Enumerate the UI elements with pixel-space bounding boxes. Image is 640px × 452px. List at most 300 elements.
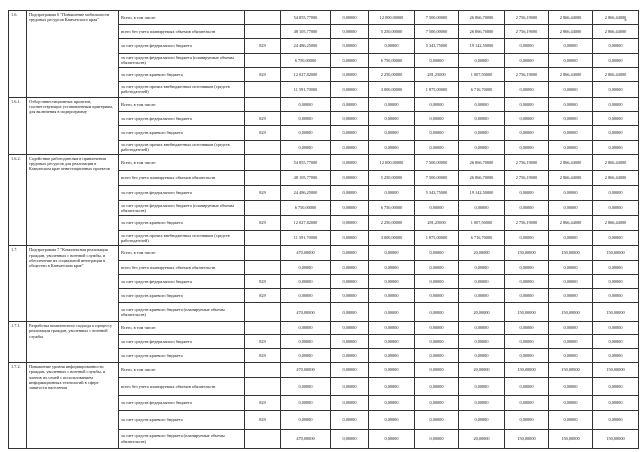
amount-cell: 5 343,75000 bbox=[415, 39, 459, 53]
amount-cell: 0,00000 bbox=[369, 260, 415, 274]
amount-cell: 0,00000 bbox=[415, 334, 459, 348]
amount-cell: 26 866,70000 bbox=[459, 154, 505, 170]
section-code: 1.7. bbox=[9, 246, 27, 322]
amount-cell: 2 866,44000 bbox=[593, 170, 639, 186]
amount-cell: 0,00000 bbox=[415, 97, 459, 111]
amount-cell: 0,00000 bbox=[415, 260, 459, 274]
amount-cell: 0,00000 bbox=[549, 260, 593, 274]
grbs-code: 829 bbox=[245, 112, 281, 126]
grbs-code bbox=[245, 246, 281, 260]
amount-cell: 0,00000 bbox=[549, 140, 593, 154]
grbs-code: 829 bbox=[245, 396, 281, 410]
amount-cell: 0,00000 bbox=[549, 289, 593, 303]
amount-cell: 0,00000 bbox=[505, 289, 549, 303]
amount-cell: 2 866,44000 bbox=[593, 67, 639, 81]
funding-source: всего без учета планируемых объемов обязательств bbox=[119, 377, 245, 396]
amount-cell: 0,00000 bbox=[549, 349, 593, 363]
amount-cell: 0,00000 bbox=[505, 410, 549, 429]
grbs-code: 829 bbox=[245, 289, 281, 303]
amount-cell: 150,00000 bbox=[505, 429, 549, 448]
amount-cell: 150,00000 bbox=[505, 246, 549, 260]
amount-cell: 0,00000 bbox=[593, 349, 639, 363]
amount-cell: 2 866,44000 bbox=[593, 154, 639, 170]
amount-cell: 2 756,19000 bbox=[505, 67, 549, 81]
amount-cell: 0,00000 bbox=[593, 39, 639, 53]
amount-cell: 0,00000 bbox=[505, 396, 549, 410]
amount-cell: 0,00000 bbox=[505, 322, 549, 335]
amount-cell: 0,00000 bbox=[415, 377, 459, 396]
amount-cell: 12 027,82000 bbox=[281, 67, 331, 81]
amount-cell: 0,00000 bbox=[331, 67, 369, 81]
amount-cell: 0,00000 bbox=[549, 274, 593, 288]
amount-cell: 470,00000 bbox=[281, 363, 331, 377]
amount-cell: 0,00000 bbox=[369, 429, 415, 448]
funding-source: за счет средств краевого бюджета bbox=[119, 216, 245, 230]
amount-cell: 0,00000 bbox=[331, 97, 369, 111]
grbs-code bbox=[245, 170, 281, 186]
amount-cell: 0,00000 bbox=[505, 126, 549, 140]
funding-source: за счет средств краевого бюджета bbox=[119, 67, 245, 81]
amount-cell: 0,00000 bbox=[593, 396, 639, 410]
amount-cell: 0,00000 bbox=[331, 322, 369, 335]
grbs-code: 829 bbox=[245, 186, 281, 200]
section-name: Содействие работодателям в привлечении трудовых ресурсов для реализации в Камчатском крае инвестиционных проектов bbox=[27, 154, 119, 246]
amount-cell: 0,00000 bbox=[593, 410, 639, 429]
amount-cell: 2 756,19000 bbox=[505, 216, 549, 230]
grbs-code: 829 bbox=[245, 216, 281, 230]
amount-cell: 0,00000 bbox=[331, 112, 369, 126]
amount-cell: 5 250,00000 bbox=[369, 25, 415, 39]
grbs-code bbox=[245, 82, 281, 98]
amount-cell: 0,00000 bbox=[593, 274, 639, 288]
amount-cell: 0,00000 bbox=[459, 410, 505, 429]
amount-cell: 0,00000 bbox=[369, 334, 415, 348]
amount-cell: 0,00000 bbox=[281, 396, 331, 410]
amount-cell: 0,00000 bbox=[369, 126, 415, 140]
section-name: Отбор инвестиционных проектов, соответствующих установленным критериям, для включения в подпрограмму bbox=[27, 97, 119, 154]
amount-cell: 0,00000 bbox=[331, 170, 369, 186]
amount-cell: 0,00000 bbox=[459, 112, 505, 126]
amount-cell: 0,00000 bbox=[369, 39, 415, 53]
amount-cell: 0,00000 bbox=[415, 246, 459, 260]
amount-cell: 0,00000 bbox=[459, 126, 505, 140]
section-code: 1.7.2. bbox=[9, 363, 27, 448]
amount-cell: 0,00000 bbox=[415, 140, 459, 154]
amount-cell: 0,00000 bbox=[281, 274, 331, 288]
amount-cell: 24 486,25000 bbox=[281, 186, 331, 200]
amount-cell: 0,00000 bbox=[593, 260, 639, 274]
amount-cell: 0,00000 bbox=[459, 274, 505, 288]
grbs-code: 829 bbox=[245, 39, 281, 53]
budget-table bbox=[8, 10, 639, 449]
funding-source: всего без учета планируемых объемов обязательств bbox=[119, 260, 245, 274]
amount-cell: 0,00000 bbox=[593, 112, 639, 126]
amount-cell: 7 500,00000 bbox=[415, 154, 459, 170]
amount-cell: 0,00000 bbox=[331, 260, 369, 274]
amount-cell: 0,00000 bbox=[549, 53, 593, 67]
amount-cell: 2 866,44000 bbox=[549, 154, 593, 170]
funding-source: за счет средств федерального бюджета bbox=[119, 39, 245, 53]
amount-cell: 0,00000 bbox=[505, 186, 549, 200]
grbs-code bbox=[245, 25, 281, 39]
funding-source: за счет средств прочих внебюджетных источников (средств работодателей) bbox=[119, 140, 245, 154]
amount-cell: 150,00000 bbox=[505, 303, 549, 322]
amount-cell: 0,00000 bbox=[331, 396, 369, 410]
amount-cell: 150,00000 bbox=[505, 363, 549, 377]
section-name: Разработка комплексного подхода к процессу реализации граждан, уволенных с военной службы bbox=[27, 322, 119, 363]
funding-source: за счет средств федерального бюджета bbox=[119, 396, 245, 410]
table-body bbox=[9, 11, 639, 449]
amount-cell: 0,00000 bbox=[281, 97, 331, 111]
amount-cell: 150,00000 bbox=[549, 246, 593, 260]
grbs-code bbox=[245, 53, 281, 67]
amount-cell: 0,00000 bbox=[593, 200, 639, 216]
amount-cell: 0,00000 bbox=[281, 126, 331, 140]
amount-cell: 0,00000 bbox=[281, 289, 331, 303]
amount-cell: 0,00000 bbox=[549, 396, 593, 410]
amount-cell: 0,00000 bbox=[505, 200, 549, 216]
amount-cell: 6 750,00000 bbox=[369, 53, 415, 67]
amount-cell: 0,00000 bbox=[369, 246, 415, 260]
amount-cell: 2 866,44000 bbox=[549, 216, 593, 230]
amount-cell: 0,00000 bbox=[459, 140, 505, 154]
amount-cell: 0,00000 bbox=[593, 126, 639, 140]
amount-cell: 5 250,00000 bbox=[369, 170, 415, 186]
section-name: Повышение уровня информированности граждан, уволенных с военной службы, и членов их семей с использованием информационных технологий в сфере занятости населения bbox=[27, 363, 119, 448]
table-row bbox=[9, 97, 639, 111]
amount-cell: 0,00000 bbox=[459, 53, 505, 67]
amount-cell: 19 142,50000 bbox=[459, 186, 505, 200]
amount-cell: 2 866,44000 bbox=[593, 216, 639, 230]
amount-cell: 0,00000 bbox=[281, 334, 331, 348]
amount-cell: 0,00000 bbox=[369, 186, 415, 200]
amount-cell: 0,00000 bbox=[459, 349, 505, 363]
amount-cell: 0,00000 bbox=[331, 25, 369, 39]
amount-cell: 7 500,00000 bbox=[415, 170, 459, 186]
amount-cell: 0,00000 bbox=[459, 289, 505, 303]
amount-cell: 19 142,50000 bbox=[459, 39, 505, 53]
amount-cell: 0,00000 bbox=[369, 396, 415, 410]
grbs-code bbox=[245, 377, 281, 396]
amount-cell: 2 756,19000 bbox=[505, 154, 549, 170]
amount-cell: 6 716,70000 bbox=[459, 82, 505, 98]
amount-cell: 0,00000 bbox=[459, 260, 505, 274]
amount-cell: 0,00000 bbox=[369, 377, 415, 396]
amount-cell: 0,00000 bbox=[369, 303, 415, 322]
amount-cell: 0,00000 bbox=[505, 334, 549, 348]
amount-cell: 150,00000 bbox=[593, 246, 639, 260]
funding-source: Всего, в том числе: bbox=[119, 246, 245, 260]
funding-source: за счет средств федерального бюджета (планируемые объемы обязательств) bbox=[119, 53, 245, 67]
amount-cell: 150,00000 bbox=[549, 363, 593, 377]
amount-cell: 0,00000 bbox=[549, 97, 593, 111]
amount-cell: 0,00000 bbox=[369, 97, 415, 111]
amount-cell: 150,00000 bbox=[593, 303, 639, 322]
amount-cell: 0,00000 bbox=[281, 377, 331, 396]
amount-cell: 24 486,25000 bbox=[281, 39, 331, 53]
amount-cell: 0,00000 bbox=[549, 377, 593, 396]
amount-cell: 0,00000 bbox=[505, 260, 549, 274]
amount-cell: 0,00000 bbox=[331, 216, 369, 230]
amount-cell: 2 756,19000 bbox=[505, 25, 549, 39]
budget-table-sheet bbox=[8, 10, 638, 449]
amount-cell: 0,00000 bbox=[331, 363, 369, 377]
amount-cell: 0,00000 bbox=[415, 429, 459, 448]
grbs-code bbox=[245, 260, 281, 274]
funding-source: за счет средств краевого бюджета bbox=[119, 349, 245, 363]
amount-cell: 0,00000 bbox=[549, 39, 593, 53]
amount-cell: 0,00000 bbox=[281, 140, 331, 154]
amount-cell: 0,00000 bbox=[369, 289, 415, 303]
grbs-code bbox=[245, 429, 281, 448]
amount-cell: 6 750,00000 bbox=[369, 200, 415, 216]
amount-cell: 150,00000 bbox=[549, 429, 593, 448]
amount-cell: 0,00000 bbox=[459, 97, 505, 111]
funding-source: за счет средств краевого бюджета bbox=[119, 289, 245, 303]
amount-cell: 0,00000 bbox=[505, 39, 549, 53]
section-code: 1.6.1. bbox=[9, 97, 27, 154]
amount-cell: 54 855,77000 bbox=[281, 11, 331, 25]
table-row bbox=[9, 322, 639, 335]
funding-source: всего без учета планируемых объемов обязательств bbox=[119, 25, 245, 39]
amount-cell: 0,00000 bbox=[281, 410, 331, 429]
amount-cell: 0,00000 bbox=[331, 39, 369, 53]
amount-cell: 0,00000 bbox=[415, 303, 459, 322]
amount-cell: 0,00000 bbox=[331, 334, 369, 348]
amount-cell: 0,00000 bbox=[593, 230, 639, 246]
amount-cell: 0,00000 bbox=[593, 53, 639, 67]
funding-source: за счет средств федерального бюджета bbox=[119, 334, 245, 348]
amount-cell: 2 866,44000 bbox=[593, 25, 639, 39]
amount-cell: 7 500,00000 bbox=[415, 25, 459, 39]
amount-cell: 0,00000 bbox=[415, 349, 459, 363]
table-row bbox=[9, 246, 639, 260]
amount-cell: 0,00000 bbox=[369, 363, 415, 377]
amount-cell: 0,00000 bbox=[281, 112, 331, 126]
amount-cell: 20,00000 bbox=[459, 429, 505, 448]
amount-cell: 470,00000 bbox=[281, 246, 331, 260]
amount-cell: 0,00000 bbox=[549, 334, 593, 348]
amount-cell: 26 866,70000 bbox=[459, 11, 505, 25]
amount-cell: 20,00000 bbox=[459, 363, 505, 377]
amount-cell: 1 875,00000 bbox=[415, 82, 459, 98]
amount-cell: 20,00000 bbox=[459, 246, 505, 260]
section-name: Подпрограмма 7 "Комплексная реализация граждан, уволенных с военной службы, и обеспечение их социальной интеграции в общество в Камчатском крае" bbox=[27, 246, 119, 322]
amount-cell: 0,00000 bbox=[593, 82, 639, 98]
funding-source: всего без учета планируемых объемов обязательств bbox=[119, 170, 245, 186]
amount-cell: 20,00000 bbox=[459, 303, 505, 322]
amount-cell: 2 866,44000 bbox=[549, 11, 593, 25]
amount-cell: 0,00000 bbox=[415, 200, 459, 216]
amount-cell: 11 591,70000 bbox=[281, 230, 331, 246]
amount-cell: 281,25000 bbox=[415, 216, 459, 230]
amount-cell: 0,00000 bbox=[549, 410, 593, 429]
amount-cell: 1 007,50000 bbox=[459, 216, 505, 230]
amount-cell: 6 716,70000 bbox=[459, 230, 505, 246]
grbs-code bbox=[245, 230, 281, 246]
amount-cell: 0,00000 bbox=[415, 289, 459, 303]
amount-cell: 0,00000 bbox=[281, 322, 331, 335]
amount-cell: 0,00000 bbox=[593, 186, 639, 200]
funding-source: Всего, в том числе: bbox=[119, 322, 245, 335]
amount-cell: 0,00000 bbox=[505, 349, 549, 363]
amount-cell: 2 250,00000 bbox=[369, 216, 415, 230]
amount-cell: 3 000,00000 bbox=[369, 82, 415, 98]
amount-cell: 0,00000 bbox=[505, 377, 549, 396]
amount-cell: 0,00000 bbox=[505, 53, 549, 67]
amount-cell: 0,00000 bbox=[505, 140, 549, 154]
amount-cell: 54 855,77000 bbox=[281, 154, 331, 170]
grbs-code bbox=[245, 303, 281, 322]
amount-cell: 0,00000 bbox=[369, 349, 415, 363]
amount-cell: 0,00000 bbox=[415, 274, 459, 288]
funding-source: за счет средств краевого бюджета bbox=[119, 410, 245, 429]
amount-cell: 12 027,82000 bbox=[281, 216, 331, 230]
funding-source: за счет средств федерального бюджета bbox=[119, 274, 245, 288]
amount-cell: 0,00000 bbox=[415, 112, 459, 126]
section-name: Подпрограмма 6 "Повышение мобильности трудовых ресурсов Камчатского края" bbox=[27, 11, 119, 98]
amount-cell: 0,00000 bbox=[593, 334, 639, 348]
funding-source: за счет средств федерального бюджета bbox=[119, 186, 245, 200]
grbs-code: 829 bbox=[245, 274, 281, 288]
amount-cell: 0,00000 bbox=[549, 230, 593, 246]
amount-cell: 0,00000 bbox=[331, 154, 369, 170]
amount-cell: 0,00000 bbox=[459, 377, 505, 396]
funding-source: за счет средств краевого бюджета bbox=[119, 126, 245, 140]
grbs-code: 829 bbox=[245, 410, 281, 429]
amount-cell: 3 000,00000 bbox=[369, 230, 415, 246]
amount-cell: 0,00000 bbox=[331, 186, 369, 200]
amount-cell: 7 500,00000 bbox=[415, 11, 459, 25]
amount-cell: 0,00000 bbox=[549, 82, 593, 98]
amount-cell: 0,00000 bbox=[415, 396, 459, 410]
grbs-code bbox=[245, 11, 281, 25]
table-row bbox=[9, 363, 639, 377]
amount-cell: 0,00000 bbox=[549, 126, 593, 140]
grbs-code bbox=[245, 200, 281, 216]
amount-cell: 11 591,70000 bbox=[281, 82, 331, 98]
amount-cell: 0,00000 bbox=[331, 140, 369, 154]
amount-cell: 0,00000 bbox=[549, 322, 593, 335]
funding-source: за счет средств краевого бюджета (планируемые объемы обязательств) bbox=[119, 303, 245, 322]
grbs-code bbox=[245, 97, 281, 111]
amount-cell: 0,00000 bbox=[459, 322, 505, 335]
amount-cell: 150,00000 bbox=[593, 429, 639, 448]
amount-cell: 0,00000 bbox=[549, 112, 593, 126]
amount-cell: 150,00000 bbox=[549, 303, 593, 322]
amount-cell: 0,00000 bbox=[415, 410, 459, 429]
amount-cell: 1 007,50000 bbox=[459, 67, 505, 81]
funding-source: Всего, в том числе: bbox=[119, 154, 245, 170]
amount-cell: 2 866,44000 bbox=[549, 170, 593, 186]
funding-source: за счет средств федерального бюджета (планируемые объемы обязательств) bbox=[119, 200, 245, 216]
amount-cell: 0,00000 bbox=[593, 377, 639, 396]
amount-cell: 0,00000 bbox=[593, 97, 639, 111]
amount-cell: 12 000,00000 bbox=[369, 11, 415, 25]
grbs-code: 829 bbox=[245, 126, 281, 140]
amount-cell: 0,00000 bbox=[331, 126, 369, 140]
amount-cell: 2 756,19000 bbox=[505, 11, 549, 25]
amount-cell: 0,00000 bbox=[593, 140, 639, 154]
amount-cell: 0,00000 bbox=[331, 349, 369, 363]
amount-cell: 2 866,44000 bbox=[549, 25, 593, 39]
amount-cell: 2 250,00000 bbox=[369, 67, 415, 81]
amount-cell: 26 866,70000 bbox=[459, 25, 505, 39]
amount-cell: 0,00000 bbox=[549, 186, 593, 200]
amount-cell: 0,00000 bbox=[415, 53, 459, 67]
amount-cell: 0,00000 bbox=[505, 97, 549, 111]
amount-cell: 281,25000 bbox=[415, 67, 459, 81]
amount-cell: 0,00000 bbox=[369, 140, 415, 154]
corner-mark: * bbox=[624, 18, 627, 25]
funding-source: за счет средств прочих внебюджетных источников (средств работодателей) bbox=[119, 82, 245, 98]
amount-cell: 0,00000 bbox=[369, 410, 415, 429]
amount-cell: 2 866,44000 bbox=[593, 11, 639, 25]
grbs-code bbox=[245, 322, 281, 335]
funding-source: за счет средств федерального бюджета bbox=[119, 112, 245, 126]
amount-cell: 0,00000 bbox=[331, 11, 369, 25]
section-code: 1.6.2. bbox=[9, 154, 27, 246]
amount-cell: 0,00000 bbox=[331, 230, 369, 246]
amount-cell: 26 866,70000 bbox=[459, 170, 505, 186]
amount-cell: 0,00000 bbox=[331, 200, 369, 216]
amount-cell: 0,00000 bbox=[505, 82, 549, 98]
amount-cell: 0,00000 bbox=[331, 429, 369, 448]
amount-cell: 0,00000 bbox=[331, 410, 369, 429]
amount-cell: 5 343,75000 bbox=[415, 186, 459, 200]
amount-cell: 0,00000 bbox=[331, 303, 369, 322]
amount-cell: 0,00000 bbox=[459, 334, 505, 348]
amount-cell: 0,00000 bbox=[549, 200, 593, 216]
amount-cell: 48 105,77000 bbox=[281, 170, 331, 186]
amount-cell: 0,00000 bbox=[331, 246, 369, 260]
amount-cell: 0,00000 bbox=[459, 396, 505, 410]
amount-cell: 0,00000 bbox=[331, 274, 369, 288]
amount-cell: 0,00000 bbox=[459, 200, 505, 216]
amount-cell: 0,00000 bbox=[505, 230, 549, 246]
amount-cell: 0,00000 bbox=[281, 349, 331, 363]
grbs-code bbox=[245, 363, 281, 377]
amount-cell: 470,00000 bbox=[281, 303, 331, 322]
grbs-code: 829 bbox=[245, 67, 281, 81]
grbs-code bbox=[245, 154, 281, 170]
grbs-code: 829 bbox=[245, 349, 281, 363]
amount-cell: 6 750,00000 bbox=[281, 200, 331, 216]
section-code: 1.7.1. bbox=[9, 322, 27, 363]
amount-cell: 6 750,00000 bbox=[281, 53, 331, 67]
funding-source: за счет средств краевого бюджета (планируемые объемы обязательств) bbox=[119, 429, 245, 448]
amount-cell: 0,00000 bbox=[281, 260, 331, 274]
amount-cell: 0,00000 bbox=[369, 322, 415, 335]
amount-cell: 2 866,44000 bbox=[549, 67, 593, 81]
amount-cell: 0,00000 bbox=[593, 289, 639, 303]
amount-cell: 0,00000 bbox=[505, 112, 549, 126]
amount-cell: 0,00000 bbox=[415, 126, 459, 140]
amount-cell: 150,00000 bbox=[593, 363, 639, 377]
funding-source: Всего, в том числе: bbox=[119, 11, 245, 25]
amount-cell: 0,00000 bbox=[415, 363, 459, 377]
amount-cell: 470,00000 bbox=[281, 429, 331, 448]
funding-source: Всего, в том числе: bbox=[119, 363, 245, 377]
table-row bbox=[9, 154, 639, 170]
amount-cell: 0,00000 bbox=[415, 322, 459, 335]
grbs-code bbox=[245, 140, 281, 154]
amount-cell: 0,00000 bbox=[593, 322, 639, 335]
amount-cell: 0,00000 bbox=[331, 289, 369, 303]
amount-cell: 0,00000 bbox=[331, 82, 369, 98]
amount-cell: 48 105,77000 bbox=[281, 25, 331, 39]
amount-cell: 2 756,19000 bbox=[505, 170, 549, 186]
